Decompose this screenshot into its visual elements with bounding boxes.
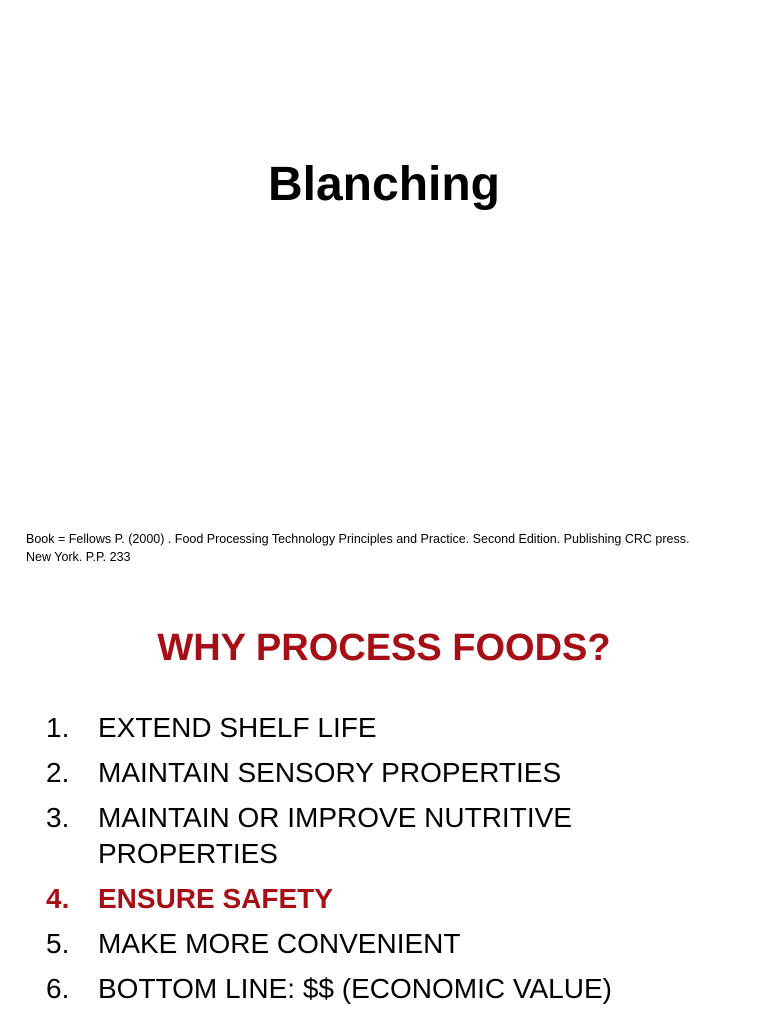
list-item-number: 5. xyxy=(46,928,70,959)
list-item xyxy=(46,710,746,746)
citation-line-1: Book = Fellows P. (2000) . Food Processing Technology Principles and Practice. Second Edition. Publishing CRC press. xyxy=(26,532,690,546)
list-item-number: 6. xyxy=(46,973,70,1004)
list-item-text: EXTEND SHELF LIFE xyxy=(98,712,377,743)
list-item xyxy=(46,800,746,872)
reasons-list xyxy=(46,710,746,1016)
slide-why-process-foods xyxy=(0,590,768,1024)
citation-line-2: New York. P.P. 233 xyxy=(26,550,131,564)
slide-title: Blanching xyxy=(267,158,500,211)
list-item-number: 2. xyxy=(46,757,70,788)
list-item-text: BOTTOM LINE: $$ (ECONOMIC VALUE) xyxy=(98,973,612,1004)
list-item xyxy=(46,755,746,791)
list-item xyxy=(46,971,746,1007)
list-item-text: MAINTAIN SENSORY PROPERTIES xyxy=(98,757,562,788)
list-item-text: ENSURE SAFETY xyxy=(98,883,333,914)
list-item-text: MAKE MORE CONVENIENT xyxy=(98,928,461,959)
list-item xyxy=(46,881,746,917)
list-item-text: MAINTAIN OR IMPROVE NUTRITIVE PROPERTIES xyxy=(98,802,572,869)
list-item-number: 3. xyxy=(46,802,70,833)
slide-heading: WHY PROCESS FOODS? xyxy=(157,627,611,669)
list-item-number: 1. xyxy=(46,712,70,743)
list-item-number: 4. xyxy=(46,883,70,914)
list-item xyxy=(46,926,746,962)
book-citation xyxy=(26,530,746,566)
